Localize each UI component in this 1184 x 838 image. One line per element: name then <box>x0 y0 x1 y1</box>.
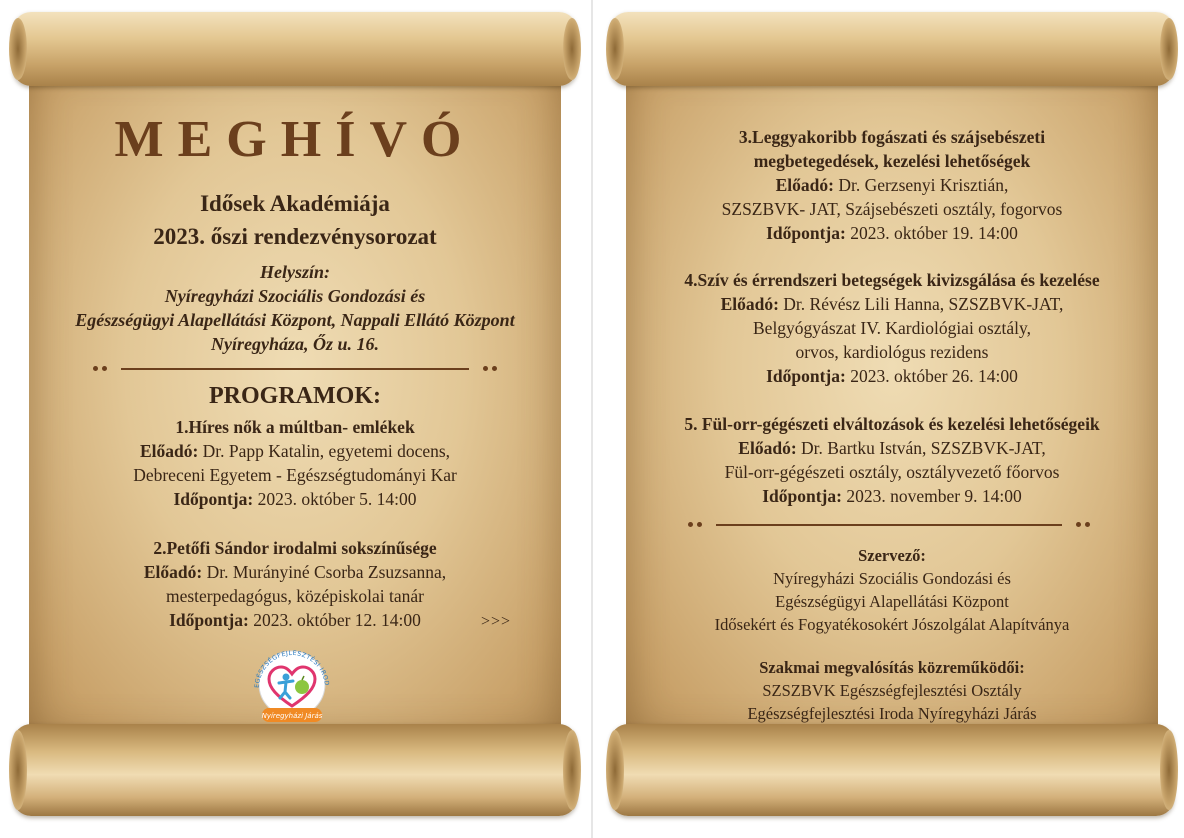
date-text: 2023. október 19. 14:00 <box>845 223 1018 243</box>
program-speaker-affiliation: Belgyógyászat IV. Kardiológiai osztály, <box>753 318 1031 338</box>
right-scroll <box>602 0 1182 838</box>
partners-block <box>602 656 1182 725</box>
continue-arrows: >>> <box>481 613 512 630</box>
program-title-cont: megbetegedések, kezelési lehetőségek <box>753 151 1031 171</box>
program-1 <box>5 415 585 511</box>
date-text: 2023. október 5. 14:00 <box>253 489 417 509</box>
speaker-text: Dr. Gerzsenyi Krisztián, <box>833 175 1009 195</box>
date-text: 2023. november 9. 14:00 <box>841 486 1022 506</box>
ornament-divider <box>688 520 1090 530</box>
program-speaker <box>602 292 1182 316</box>
scroll-top-roll <box>13 12 577 86</box>
partners-label: Szakmai megvalósítás közreműködői: <box>759 658 1025 677</box>
program-speaker-affiliation: SZSZBVK- JAT, Szájsebészeti osztály, fogorvos <box>721 199 1063 219</box>
speaker-label: Előadó: <box>738 438 797 458</box>
programs-heading: PROGRAMOK: <box>209 383 381 409</box>
logo-badge-text: Nyíregyházi Járás <box>261 712 323 720</box>
scroll-bottom-roll <box>13 724 577 816</box>
partners-line: SZSZBVK Egészségfejlesztési Osztály <box>762 681 1022 700</box>
organizer-label: Szervező: <box>858 546 926 565</box>
subtitle-academy: Idősek Akadémiája <box>200 191 390 216</box>
date-label: Időpontja: <box>169 610 249 630</box>
organizer-block <box>602 544 1182 636</box>
venue-line-2: Egészségügyi Alapellátási Központ, Nappali Ellátó Központ <box>75 310 515 330</box>
page-divider <box>591 0 593 838</box>
program-speaker-affiliation: Debreceni Egyetem - Egészségtudományi Kar <box>133 465 457 485</box>
program-date <box>602 484 1182 508</box>
speaker-label: Előadó: <box>775 175 834 195</box>
program-date <box>602 364 1182 388</box>
program-5 <box>602 412 1182 508</box>
speaker-text: Dr. Révész Lili Hanna, SZSZBVK-JAT, <box>778 294 1064 314</box>
date-label: Időpontja: <box>173 489 254 509</box>
organizer-line: Nyíregyházi Szociális Gondozási és <box>773 569 1011 588</box>
date-label: Időpontja: <box>766 223 846 243</box>
program-3 <box>602 125 1182 245</box>
program-speaker <box>5 560 585 584</box>
program-title: 1.Híres nők a múltban- emlékek <box>175 417 415 437</box>
subtitle-series: 2023. őszi rendezvénysorozat <box>153 224 437 249</box>
program-speaker <box>5 439 585 463</box>
program-speaker <box>602 173 1182 197</box>
program-4 <box>602 268 1182 388</box>
date-label: Időpontja: <box>762 486 842 506</box>
speaker-label: Előadó: <box>139 441 199 461</box>
program-speaker-affiliation: Fül-orr-gégészeti osztály, osztályvezető főorvos <box>724 462 1060 482</box>
logo-arc-text: EGÉSZSÉGFEJLESZTÉSI IROD <box>253 649 330 689</box>
venue-label: Helyszín: <box>260 262 330 282</box>
program-speaker <box>602 436 1182 460</box>
program-speaker-role: orvos, kardiológus rezidens <box>795 342 989 362</box>
program-title: 3.Leggyakoribb fogászati és szájsebészeti <box>738 127 1046 147</box>
program-date <box>5 487 585 511</box>
organizer-line: Egészségügyi Alapellátási Központ <box>775 592 1009 611</box>
program-title: 4.Szív és érrendszeri betegségek kivizsgálása és kezelése <box>684 270 1100 290</box>
venue-address: Nyíregyháza, Őz u. 16. <box>210 334 379 354</box>
program-date <box>602 221 1182 245</box>
partners-line: Egészségfejlesztési Iroda Nyíregyházi Járás <box>747 704 1037 723</box>
program-title: 5. Fül-orr-gégészeti elváltozások és kezelési lehetőségeik <box>684 414 1100 434</box>
ornament-divider <box>93 364 497 374</box>
health-office-logo <box>249 648 335 726</box>
logo-emblem <box>249 648 335 726</box>
speaker-label: Előadó: <box>143 562 203 582</box>
left-scroll <box>5 0 585 838</box>
scroll-top-roll <box>610 12 1174 86</box>
date-text: 2023. október 12. 14:00 <box>248 610 421 630</box>
program-speaker-affiliation: mesterpedagógus, középiskolai tanár <box>165 586 425 606</box>
speaker-text: Dr. Bartku István, SZSZBVK-JAT, <box>796 438 1046 458</box>
program-title: 2.Petőfi Sándor irodalmi sokszínűsége <box>153 538 437 558</box>
venue-line-1: Nyíregyházi Szociális Gondozási és <box>164 286 426 306</box>
speaker-label: Előadó: <box>720 294 779 314</box>
date-label: Időpontja: <box>766 366 846 386</box>
date-text: 2023. október 26. 14:00 <box>845 366 1018 386</box>
page-title: MEGHÍVÓ <box>114 111 476 168</box>
organizer-line: Idősekért és Fogyatékosokért Jószolgálat Alapítványa <box>714 615 1070 634</box>
speaker-text: Dr. Papp Katalin, egyetemi docens, <box>198 441 451 461</box>
speaker-text: Dr. Murányiné Csorba Zsuzsanna, <box>202 562 447 582</box>
scroll-bottom-roll <box>610 724 1174 816</box>
